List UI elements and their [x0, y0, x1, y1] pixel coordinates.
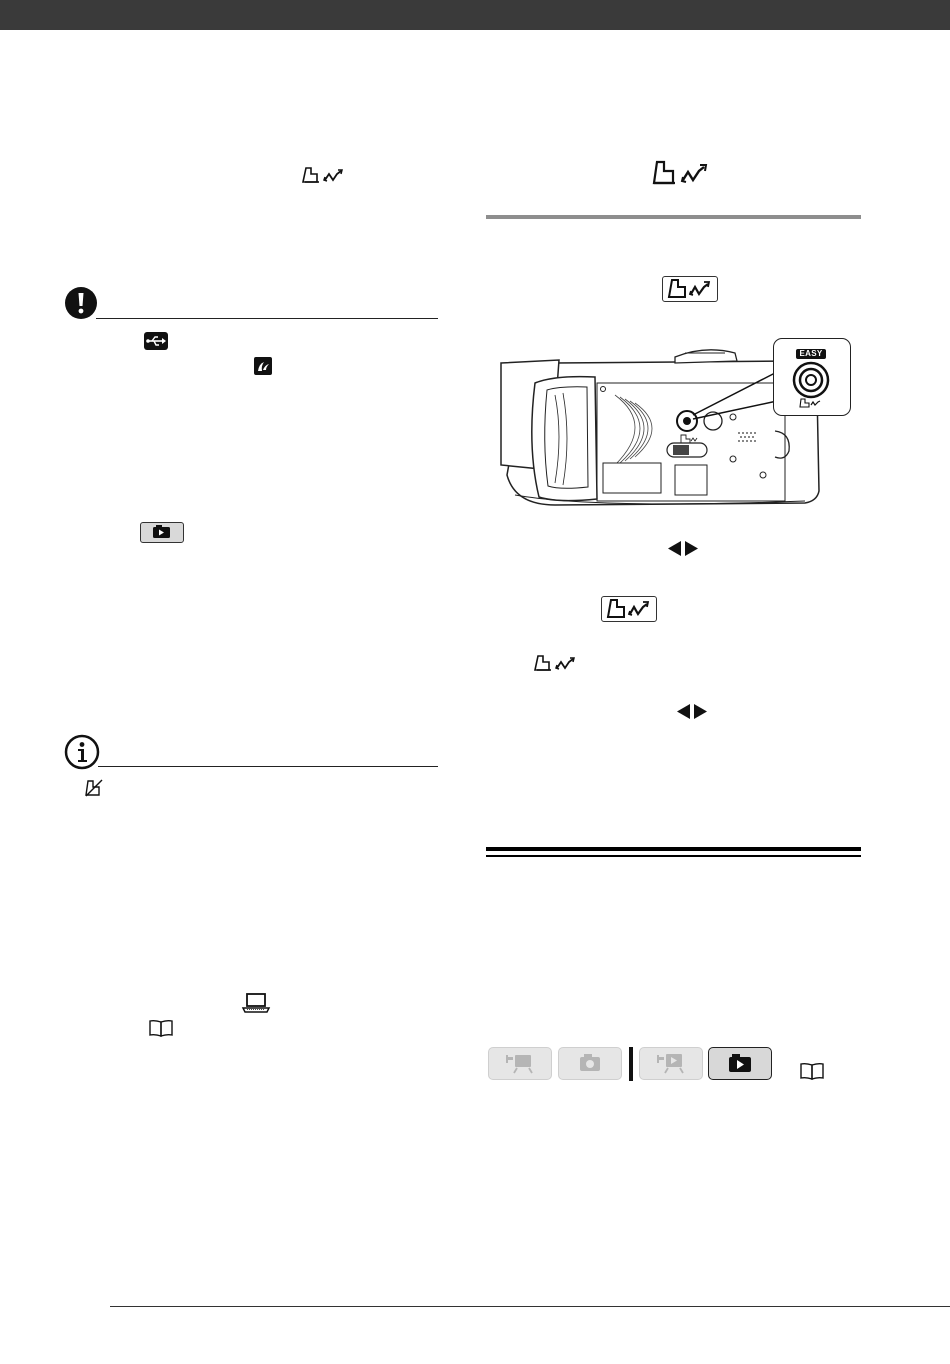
- section-divider-thick: [486, 847, 861, 851]
- mode-photo-playback-icon: [708, 1047, 772, 1080]
- important-icon: [64, 286, 98, 320]
- header-bar: [0, 0, 950, 30]
- pictbridge-icon: [254, 357, 272, 375]
- note-icon: [64, 734, 100, 770]
- book-icon: [148, 1019, 174, 1037]
- easy-label: EASY: [799, 349, 823, 358]
- section-divider-thin: [486, 855, 861, 857]
- print-share-icon: [303, 166, 345, 184]
- mode-separator: [629, 1047, 633, 1081]
- print-share-icon-small: [535, 654, 577, 672]
- easy-button-icon: [774, 339, 850, 415]
- left-right-arrows-icon: [667, 540, 699, 557]
- mode-video-record-icon: [488, 1047, 552, 1080]
- computer-icon: [242, 993, 270, 1013]
- usb-icon: [144, 332, 168, 350]
- footer-rule: [110, 1306, 950, 1307]
- book-icon-2: [799, 1062, 825, 1080]
- note-rule: [98, 766, 438, 767]
- mode-indicators: [488, 1047, 788, 1081]
- easy-callout: [773, 338, 851, 416]
- important-rule: [96, 318, 438, 319]
- no-print-icon: [85, 779, 103, 797]
- print-share-button-icon: [662, 276, 718, 302]
- mode-video-playback-icon: [639, 1047, 703, 1080]
- print-share-heading-icon: [653, 160, 711, 186]
- playback-photo-button-icon: [140, 522, 184, 543]
- mode-photo-record-icon: [558, 1047, 622, 1080]
- section-rule: [486, 215, 861, 219]
- print-share-button-icon-2: [601, 596, 657, 622]
- left-right-arrows-icon-2: [676, 703, 708, 720]
